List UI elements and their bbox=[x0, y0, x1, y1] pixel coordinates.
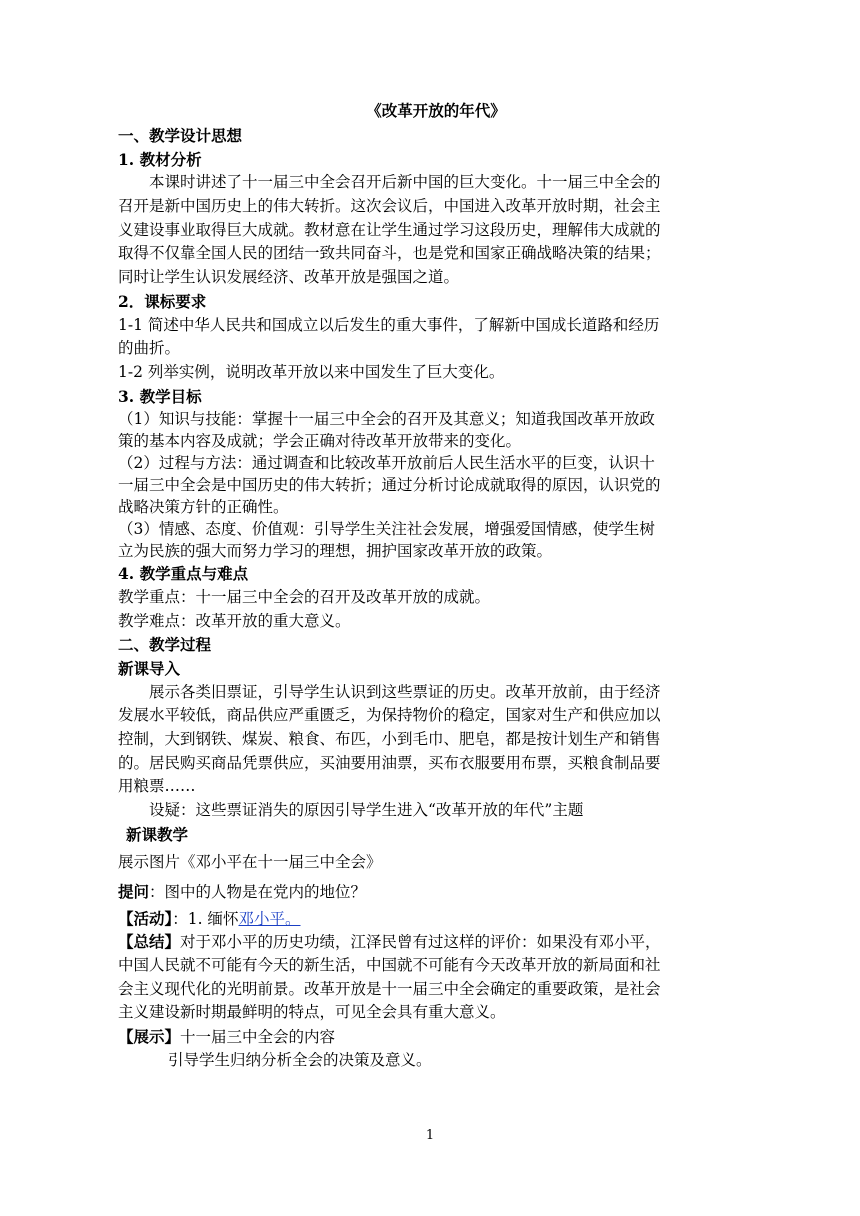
question-line bbox=[118, 877, 742, 907]
paragraph-line: 立为民族的强大而努力学习的理想，拥护国家改革开放的政策。 bbox=[118, 542, 553, 561]
subheading-new-lesson: 新课教学 bbox=[126, 824, 189, 844]
paragraph-line: （3）情感、态度、价值观：引导学生关注社会发展，增强爱国情感，使学生树 bbox=[118, 520, 655, 539]
document-body bbox=[118, 98, 742, 1072]
activity-label: 【活动】 bbox=[118, 908, 173, 928]
display-text: 十一届三中全会的内容 bbox=[180, 1027, 336, 1046]
paragraph-line: 展示各类旧票证，引导学生认识到这些票证的历史。改革开放前，由于经济 bbox=[149, 682, 661, 701]
paragraph-line: 取得不仅靠全国人民的团结一致共同奋斗，也是党和国家正确战略决策的结果； bbox=[118, 244, 661, 263]
paragraph-line: 控制，大到钢铁、煤炭、粮食、布匹，小到毛巾、肥皂，都是按计划生产和销售 bbox=[118, 730, 661, 749]
summary-text: 对于邓小平的历史功绩，江泽民曾有过这样的评价：如果没有邓小平， bbox=[180, 933, 661, 952]
paragraph-line: 的曲折。 bbox=[118, 339, 181, 358]
paragraph-line: 召开是新中国历史上的伟大转折。这次会议后，中国进入改革开放时期，社会主 bbox=[118, 197, 661, 216]
summary-label: 【总结】 bbox=[118, 932, 181, 952]
section-heading-2: 二、教学过程 bbox=[118, 635, 212, 655]
paragraph-line: 同时让学生认识发展经济、改革开放是强国之道。 bbox=[118, 268, 460, 287]
paragraph-line: 用粮票…… bbox=[118, 777, 196, 796]
subheading-curriculum-standard: 2．课标要求 bbox=[118, 291, 207, 311]
subheading-key-points: 4. 教学重点与难点 bbox=[118, 564, 249, 584]
page-number: 1 bbox=[425, 1128, 435, 1143]
display-line bbox=[118, 1025, 742, 1049]
paragraph-line: （2）过程与方法：通过调查和比较改革开放前后人民生活水平的巨变，认识十 bbox=[118, 454, 655, 473]
section-heading-1: 一、教学设计思想 bbox=[118, 126, 243, 145]
paragraph-line: 主义建设新时期最鲜明的特点，可见全会具有重大意义。 bbox=[118, 1003, 506, 1022]
paragraph-line: 展示图片《邓小平在十一届三中全会》 bbox=[118, 852, 382, 871]
paragraph-line: 会主义现代化的光明前景。改革开放是十一届三中全会确定的重要政策，是社会 bbox=[118, 979, 661, 998]
paragraph-line: 引导学生归纳分析全会的决策及意义。 bbox=[168, 1050, 432, 1069]
paragraph-line: 本课时讲述了十一届三中全会召开后新中国的巨大变化。十一届三中全会的 bbox=[149, 173, 661, 192]
paragraph-line: 义建设事业取得巨大成就。教材意在让学生通过学习这段历史，理解伟大成就的 bbox=[118, 220, 661, 239]
deng-xiaoping-link[interactable]: 邓小平。 bbox=[238, 909, 301, 928]
paragraph-line: 一届三中全会是中国历史的伟大转折；通过分析讨论成就取得的原因，认识党的 bbox=[118, 476, 661, 495]
paragraph-line: 1-2 列举实例，说明改革开放以来中国发生了巨大变化。 bbox=[118, 362, 505, 381]
activity-text: ：1. 缅怀 bbox=[172, 909, 239, 928]
question-label: 提问 bbox=[118, 881, 150, 901]
summary-line bbox=[118, 930, 742, 954]
paragraph-line: 战略决策方针的正确性。 bbox=[118, 498, 289, 517]
paragraph-line: 设疑：这些票证消失的原因引导学生进入“改革开放的年代”主题 bbox=[149, 801, 584, 820]
paragraph-line: 教学重点：十一届三中全会的召开及改革开放的成就。 bbox=[118, 587, 491, 606]
paragraph-line: （1）知识与技能：掌握十一届三中全会的召开及其意义；知道我国改革开放政 bbox=[118, 410, 655, 429]
paragraph-line: 1-1 简述中华人民共和国成立以后发生的重大事件，了解新中国成长道路和经历 bbox=[118, 315, 660, 334]
paragraph-line: 的。居民购买商品凭票供应，买油要用油票，买布衣服要用布票，买粮食制品要 bbox=[118, 753, 661, 772]
paragraph-line: 教学难点：改革开放的重大意义。 bbox=[118, 611, 351, 630]
question-text: ：图中的人物是在党内的地位？ bbox=[149, 882, 367, 901]
paragraph-line: 策的基本内容及成就；学会正确对待改革开放带来的变化。 bbox=[118, 432, 522, 451]
paragraph-line: 中国人民就不可能有今天的新生活，中国就不可能有今天改革开放的新局面和社 bbox=[118, 955, 661, 974]
subheading-lesson-intro: 新课导入 bbox=[118, 659, 181, 678]
subheading-material-analysis: 1. 教材分析 bbox=[118, 149, 202, 169]
subheading-teaching-goals: 3. 教学目标 bbox=[118, 386, 202, 406]
activity-line bbox=[118, 907, 742, 931]
display-label: 【展示】 bbox=[118, 1026, 181, 1046]
document-title: 《改革开放的年代》 bbox=[366, 101, 506, 120]
paragraph-line: 发展水平较低，商品供应严重匮乏，为保持物价的稳定，国家对生产和供应加以 bbox=[118, 706, 661, 725]
